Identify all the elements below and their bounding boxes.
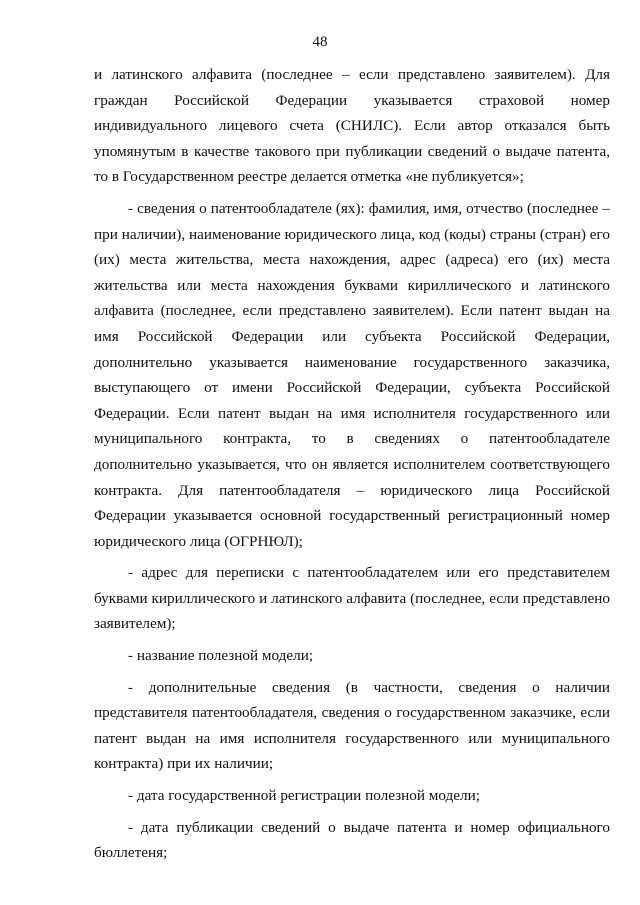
body-text xyxy=(94,62,610,866)
paragraph-utility-model-name: - название полезной модели; xyxy=(128,647,314,665)
paragraph-patent-holder-info: - сведения о патентообладателе (ях): фамилия, имя, отчество (последнее – при наличии), наименование юридического лица, код (коды) страны (стран) его (их) места жительства, места нахождения, адрес (адреса) его (их) места жительства или места нахождения буквами кириллического и латинского алфавита (последнее, если представлено заявителем). Если патент выдан на имя Российской Федерации или субъекта Российской Федерации, дополнительно указывается наименование государственного заказчика, выступающего от имени Российской Федерации, субъекта Российской Федерации. Если патент выдан на имя исполнителя государственного или муниципального контракта, то в сведениях о патентообладателе дополнительно указывается, что он является исполнителем соответствующего контракта. Для патентообладателя – юридического лица Российской Федерации указывается основной государственный регистрационный номер юридического лица (ОГРНЮЛ); xyxy=(94,199,610,550)
page-number: 48 xyxy=(312,34,328,50)
paragraph-publication-date: - дата публикации сведений о выдаче патента и номер официального бюллетеня; xyxy=(94,818,610,862)
paragraph-registration-date: - дата государственной регистрации полезной модели; xyxy=(128,787,480,805)
paragraph-additional-info: - дополнительные сведения (в частности, сведения о наличии представителя патентообладателя, сведения о государственном заказчике, если патент выдан на имя исполнителя государственного или муниципального контракта) при их наличии; xyxy=(94,678,610,773)
paragraph-author-continuation: и латинского алфавита (последнее – если представлено заявителем). Для граждан Российской Федерации указывается страховой номер индивидуального лицевого счета (СНИЛС). Если автор отказался быть упомянутым в качестве такового при публикации сведений о выдаче патента, то в Государственном реестре делается отметка «не публикуется»; xyxy=(94,66,610,186)
paragraph-correspondence-address: - адрес для переписки с патентообладателем или его представителем буквами кириллического и латинского алфавита (последнее, если представлено заявителем); xyxy=(94,564,610,633)
